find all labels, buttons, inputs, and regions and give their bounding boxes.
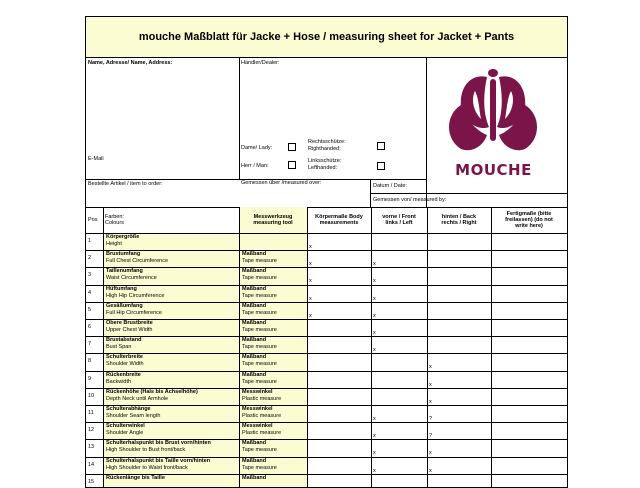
item-name-de: Obere Brustbreite bbox=[106, 320, 153, 326]
item-name-en: Shoulder Angle bbox=[106, 430, 144, 437]
back-entry-field[interactable] bbox=[428, 475, 491, 488]
tool-cell bbox=[240, 423, 307, 439]
item-name-en: Shoulder Seam length bbox=[106, 413, 161, 419]
tool-cell bbox=[240, 440, 307, 456]
row-position: 12 bbox=[88, 427, 95, 434]
front-entry-field[interactable] bbox=[372, 303, 427, 319]
row-position: 10 bbox=[88, 392, 95, 399]
row-position: 4 bbox=[88, 289, 92, 296]
front-mark: x bbox=[373, 416, 376, 422]
finished-entry-field[interactable] bbox=[492, 475, 567, 488]
divider bbox=[370, 179, 371, 207]
item-name-de: Schulterbreite bbox=[106, 354, 143, 361]
body-entry-field[interactable] bbox=[308, 389, 371, 405]
finished-entry-field[interactable] bbox=[492, 354, 567, 370]
tool-cell bbox=[240, 458, 307, 474]
tool-cell bbox=[240, 303, 307, 319]
measured-by-label: Gemessen von/ measured by: bbox=[373, 197, 447, 203]
back-mark: x bbox=[429, 398, 432, 405]
front-entry-field[interactable] bbox=[372, 440, 427, 456]
front-entry-field[interactable] bbox=[372, 234, 427, 250]
tool-name-en: Plastic measure bbox=[242, 430, 282, 437]
item-cell bbox=[104, 475, 239, 488]
front-entry-field[interactable] bbox=[372, 406, 427, 422]
body-entry-field[interactable] bbox=[308, 440, 371, 456]
back-mark: x bbox=[429, 467, 432, 474]
tool-name-de: Maßband bbox=[242, 457, 267, 464]
tool-name-en: Plastic measure bbox=[242, 413, 282, 419]
tool-name-en: Tape measure bbox=[242, 258, 277, 265]
back-entry-field[interactable] bbox=[428, 286, 491, 302]
divider bbox=[370, 193, 567, 194]
item-cell bbox=[104, 389, 239, 405]
front-entry-field[interactable] bbox=[372, 320, 427, 336]
finished-entry-field[interactable] bbox=[492, 268, 567, 284]
man-label: Herr / Man: bbox=[241, 163, 269, 169]
sheet-title: mouche Maßblatt für Jacke + Hose / measuring sheet for Jacket + Pants bbox=[86, 17, 567, 58]
item-cell bbox=[104, 458, 239, 474]
item-name-de: Schulterhalspunkt bis Taille vorn/hinten bbox=[106, 457, 211, 464]
front-mark: x bbox=[373, 467, 376, 474]
tool-name-de: Maßband bbox=[242, 371, 267, 378]
tool-name-de: Maßband bbox=[242, 354, 267, 361]
divider bbox=[239, 57, 240, 179]
col-header-back: hinten / Back rechts / Right bbox=[441, 214, 477, 226]
tool-name-en: Plastic measure bbox=[242, 395, 282, 402]
item-cell bbox=[104, 320, 239, 336]
body-mark: x bbox=[309, 278, 312, 285]
item-name-en: Height bbox=[106, 241, 122, 247]
man-checkbox[interactable] bbox=[288, 161, 296, 169]
finished-entry-field[interactable] bbox=[492, 303, 567, 319]
row-position: 1 bbox=[88, 238, 92, 244]
email-label: E-Mail bbox=[88, 156, 104, 162]
front-mark: x bbox=[373, 347, 376, 354]
col-header-colours: Farben: Colours bbox=[105, 214, 124, 226]
body-entry-field[interactable] bbox=[308, 423, 371, 439]
item-cell bbox=[104, 268, 239, 284]
row-position: 3 bbox=[88, 272, 92, 279]
front-mark: x bbox=[373, 330, 376, 336]
tool-name-en: Tape measure bbox=[242, 464, 277, 471]
dealer-label: Händler/Dealer: bbox=[241, 60, 280, 66]
lady-label: Dame/ Lady: bbox=[241, 145, 273, 151]
tool-name-de: Maßband bbox=[242, 474, 267, 481]
row-position: 2 bbox=[88, 255, 92, 262]
item-name-en: Bust Span bbox=[106, 344, 132, 351]
tool-cell bbox=[240, 372, 307, 388]
left-handed-de-label: Linksschütze: bbox=[308, 158, 342, 164]
body-entry-field[interactable] bbox=[308, 303, 371, 319]
col-header-pos: Pos bbox=[88, 217, 98, 223]
back-entry-field[interactable] bbox=[428, 303, 491, 319]
item-cell bbox=[104, 303, 239, 319]
body-entry-field[interactable] bbox=[308, 354, 371, 370]
item-cell bbox=[104, 354, 239, 370]
item-name-en: Backwidth bbox=[106, 378, 132, 385]
body-entry-field[interactable] bbox=[308, 458, 371, 474]
item-cell bbox=[104, 286, 239, 302]
item-name-en: Full Hip Circumference bbox=[106, 309, 162, 316]
back-mark: ? bbox=[429, 416, 433, 422]
body-mark: x bbox=[309, 261, 312, 268]
item-name-de: Rückenlänge bis Taille bbox=[106, 474, 165, 481]
item-name-en: Upper Chest Width bbox=[106, 327, 153, 333]
col-header-finished: Fertigmaße (bitte freilassen) (do not write here) bbox=[505, 211, 553, 229]
item-cell bbox=[104, 423, 239, 439]
back-entry-field[interactable] bbox=[428, 320, 491, 336]
item-name-en: Shoulder Width bbox=[106, 361, 144, 368]
tool-name-de: Maßband bbox=[242, 302, 267, 309]
tool-name-de: Maßband bbox=[242, 337, 267, 344]
back-entry-field[interactable] bbox=[428, 337, 491, 353]
tool-cell bbox=[240, 389, 307, 405]
right-handed-checkbox[interactable] bbox=[377, 142, 385, 150]
item-name-en: High Hip Circumference bbox=[106, 292, 165, 299]
front-entry-field[interactable] bbox=[372, 354, 427, 370]
front-entry-field[interactable] bbox=[372, 372, 427, 388]
item-name-de: Schulterwinkel bbox=[106, 423, 145, 430]
tool-cell bbox=[240, 354, 307, 370]
item-name-de: Schulterhalspunkt bis Brust vorn/hinten bbox=[106, 440, 211, 447]
row-position: 9 bbox=[88, 375, 92, 382]
front-entry-field[interactable] bbox=[372, 423, 427, 439]
logo-text: MOUCHE bbox=[455, 161, 532, 179]
divider bbox=[426, 57, 427, 207]
col-header-front: vorne / Front links / Left bbox=[382, 214, 416, 226]
item-cell bbox=[104, 440, 239, 456]
body-entry-field[interactable] bbox=[308, 372, 371, 388]
ordered-item-label: Bestellte Artikel / item to order: bbox=[88, 181, 163, 187]
item-cell bbox=[104, 251, 239, 267]
item-name-de: Brustumfang bbox=[106, 251, 141, 258]
row-position: 13 bbox=[88, 444, 95, 451]
back-entry-field[interactable] bbox=[428, 268, 491, 284]
finished-entry-field[interactable] bbox=[492, 372, 567, 388]
item-name-de: Körpergröße bbox=[106, 234, 140, 240]
row-position: 8 bbox=[88, 358, 92, 365]
row-position: 11 bbox=[88, 410, 94, 416]
back-mark: x bbox=[429, 381, 432, 388]
tool-name-de: Messwinkel bbox=[242, 423, 273, 430]
body-mark: x bbox=[309, 312, 312, 319]
body-entry-field[interactable] bbox=[308, 234, 371, 250]
item-name-de: Hüftumfang bbox=[106, 285, 137, 292]
tool-name-en: Tape measure bbox=[242, 344, 277, 351]
row-position: 15 bbox=[88, 478, 95, 485]
back-mark: ? bbox=[429, 433, 433, 440]
item-name-en: High Shoulder to Waist front/back bbox=[106, 464, 188, 471]
row-position: 7 bbox=[88, 341, 92, 348]
body-entry-field[interactable] bbox=[308, 286, 371, 302]
tool-name-en: Tape measure bbox=[242, 292, 277, 299]
back-entry-field[interactable] bbox=[428, 440, 491, 456]
left-handed-en-label: Lefthanded: bbox=[308, 165, 338, 171]
front-entry-field[interactable] bbox=[372, 286, 427, 302]
tool-name-de: Maßband bbox=[242, 285, 267, 292]
tool-name-en: Tape measure bbox=[242, 447, 277, 454]
item-name-de: Schulterabhänge bbox=[106, 406, 151, 412]
tool-cell bbox=[240, 406, 307, 422]
item-name-de: Rückenbreite bbox=[106, 371, 141, 378]
item-cell bbox=[104, 337, 239, 353]
item-name-en: Waist Circumference bbox=[106, 275, 157, 282]
tool-name-en: Tape measure bbox=[242, 309, 277, 316]
item-name-de: Rückenhöhe (Hals bis Achselhöhe) bbox=[106, 388, 198, 395]
front-mark: x bbox=[373, 278, 376, 285]
name-address-label: Name, Adresse/ Name, Address: bbox=[88, 60, 173, 66]
tool-name-de: Maßband bbox=[242, 440, 267, 447]
back-entry-field[interactable] bbox=[428, 458, 491, 474]
item-name-en: Depth Neck until Armhole bbox=[106, 395, 169, 402]
finished-entry-field[interactable] bbox=[492, 251, 567, 267]
tool-cell bbox=[240, 251, 307, 267]
front-entry-field[interactable] bbox=[372, 251, 427, 267]
front-mark: x bbox=[373, 433, 376, 440]
front-entry-field[interactable] bbox=[372, 458, 427, 474]
body-mark: x bbox=[309, 244, 312, 250]
body-entry-field[interactable] bbox=[308, 320, 371, 336]
finished-entry-field[interactable] bbox=[492, 337, 567, 353]
tool-name-de: Messwinkel bbox=[242, 388, 273, 395]
item-name-de: Gesäßumfang bbox=[106, 302, 143, 309]
tool-name-de: Maßband bbox=[242, 320, 267, 326]
body-mark: x bbox=[309, 295, 312, 302]
finished-entry-field[interactable] bbox=[492, 286, 567, 302]
front-entry-field[interactable] bbox=[372, 268, 427, 284]
back-mark: x bbox=[429, 450, 432, 457]
finished-entry-field[interactable] bbox=[492, 406, 567, 422]
lady-checkbox[interactable] bbox=[288, 143, 296, 151]
front-entry-field[interactable] bbox=[372, 337, 427, 353]
tool-name-en: Tape measure bbox=[242, 361, 277, 368]
tool-cell bbox=[240, 268, 307, 284]
tool-name-en: Tape measure bbox=[242, 275, 277, 282]
tool-cell bbox=[240, 320, 307, 336]
tool-cell bbox=[240, 337, 307, 353]
mouche-logo bbox=[431, 65, 556, 185]
item-cell bbox=[104, 406, 239, 422]
back-entry-field[interactable] bbox=[428, 354, 491, 370]
tool-name-de: Maßband bbox=[242, 268, 267, 275]
back-entry-field[interactable] bbox=[428, 423, 491, 439]
back-entry-field[interactable] bbox=[428, 372, 491, 388]
back-entry-field[interactable] bbox=[428, 389, 491, 405]
back-entry-field[interactable] bbox=[428, 251, 491, 267]
front-entry-field[interactable] bbox=[372, 475, 427, 488]
tool-name-en: Tape measure bbox=[242, 327, 277, 333]
left-handed-checkbox[interactable] bbox=[377, 162, 385, 170]
measured-over-label: Gemessen über /measured over: bbox=[241, 180, 322, 186]
item-cell bbox=[104, 372, 239, 388]
tool-name-de: Maßband bbox=[242, 251, 267, 258]
tool-cell bbox=[240, 286, 307, 302]
item-name-de: Brustabstand bbox=[106, 337, 142, 344]
tool-cell bbox=[240, 234, 307, 250]
item-name-de: Taillenumfang bbox=[106, 268, 143, 275]
back-entry-field[interactable] bbox=[428, 406, 491, 422]
tool-name-en: Tape measure bbox=[242, 378, 277, 385]
row-position: 14 bbox=[88, 461, 95, 468]
date-label: Datum / Date: bbox=[373, 183, 407, 189]
row-position: 5 bbox=[88, 306, 92, 313]
body-entry-field[interactable] bbox=[308, 475, 371, 488]
measuring-sheet bbox=[85, 16, 568, 488]
finished-entry-field[interactable] bbox=[492, 440, 567, 456]
front-entry-field[interactable] bbox=[372, 389, 427, 405]
finished-entry-field[interactable] bbox=[492, 320, 567, 336]
col-header-tool: Messwerkzeug measuring tool bbox=[239, 207, 307, 233]
back-mark: x bbox=[429, 364, 432, 371]
item-cell bbox=[104, 234, 239, 250]
item-name-en: Full Chest Circumference bbox=[106, 258, 169, 265]
front-mark: x bbox=[373, 295, 376, 302]
finished-entry-field[interactable] bbox=[492, 458, 567, 474]
body-entry-field[interactable] bbox=[308, 251, 371, 267]
tool-name-de: Messwinkel bbox=[242, 406, 273, 412]
finished-entry-field[interactable] bbox=[492, 389, 567, 405]
row-position: 6 bbox=[88, 324, 92, 330]
body-entry-field[interactable] bbox=[308, 268, 371, 284]
body-entry-field[interactable] bbox=[308, 406, 371, 422]
item-name-en: High Shoulder to Bust front/back bbox=[106, 447, 186, 454]
finished-entry-field[interactable] bbox=[492, 423, 567, 439]
finished-entry-field[interactable] bbox=[492, 234, 567, 250]
front-mark: x bbox=[373, 261, 376, 268]
col-header-body: Körpermaße Body measurements bbox=[315, 214, 363, 226]
front-mark: x bbox=[373, 450, 376, 457]
right-handed-de-label: Rechtsschütze: bbox=[308, 139, 346, 145]
body-entry-field[interactable] bbox=[308, 337, 371, 353]
tool-cell bbox=[240, 475, 307, 488]
fly-icon bbox=[431, 65, 556, 161]
back-entry-field[interactable] bbox=[428, 234, 491, 250]
front-mark: x bbox=[373, 312, 376, 319]
right-handed-en-label: Righthanded: bbox=[308, 146, 341, 152]
